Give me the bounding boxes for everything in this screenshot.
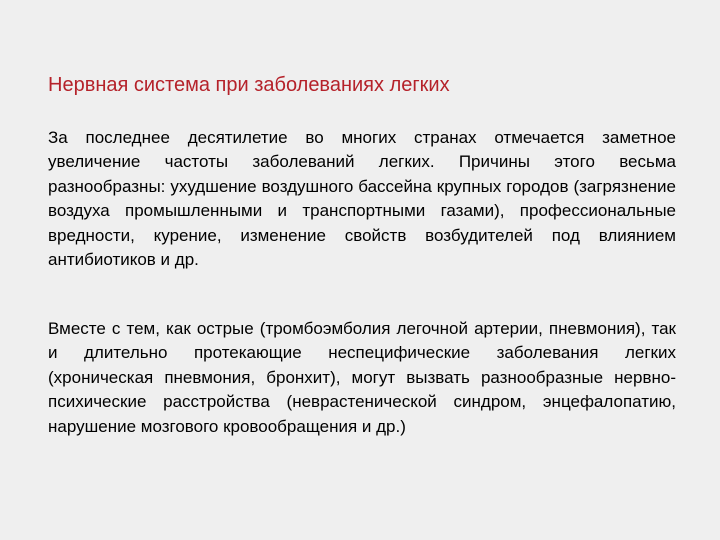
paragraph-disorders: Вместе с тем, как острые (тромбоэмболия легочной артерии, пневмония), так и длительно протекающие неспецифические заболевания легких (хроническая пневмония, бронхит), могут вызвать разнообразные нервно-психические расстройства (неврастенической синдром, энцефалопатию, нарушение мозгового кровообращения и др.)	[48, 319, 676, 436]
slide-title: Нервная система при заболеваниях легких	[48, 74, 450, 96]
paragraph-causes: За последнее десятилетие во многих странах отмечается заметное увеличение частоты заболеваний легких. Причины этого весьма разнообразны: ухудшение воздушного бассейна крупных городов (загрязнение воздуха промышленными и транспортными газами), профессиональные вредности, курение, изменение свойств возбудителей под влиянием антибиотиков и др.	[48, 128, 676, 270]
